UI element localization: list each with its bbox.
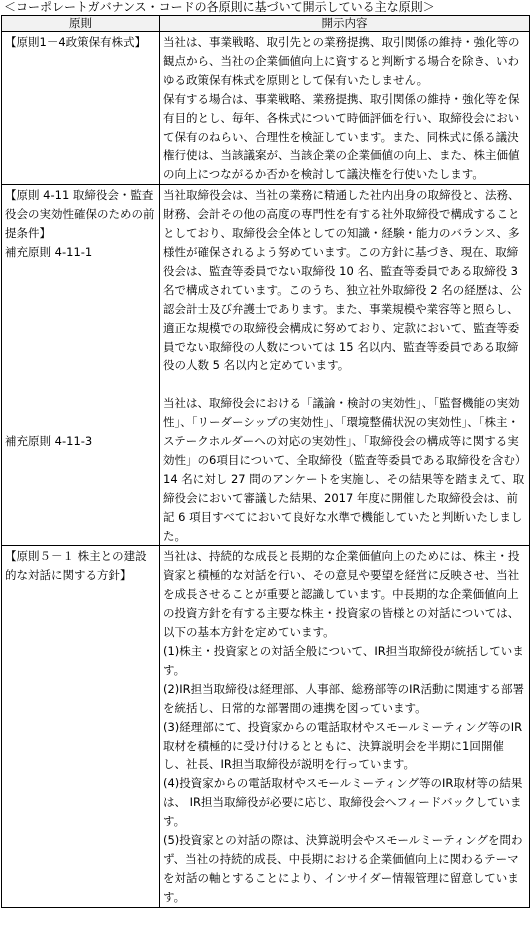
table-row — [2, 185, 530, 546]
policy-item: (5)投資家との対話の際は、決算説明会やスモールミーティングを問わず、当社の持続的成長、中長期における企業価値向上に関わるテーマを対話の軸とすることにより、インサイダー情報管理に留意しています。 — [163, 833, 523, 904]
disclosure-paragraph: 当社は、持続的な成長と長期的な企業価値向上のためには、株主・投資家と積極的な対話を行い、その意見や要望を経営に反映させ、当社を成長させることが重要と認識しています。中長期的な企業価値向上の投資方針を有する主要な株主・投資家の皆様との対話については、以下の基本方針を定めています。 — [163, 549, 520, 640]
disclosure-cell — [160, 546, 530, 907]
header-disclosure: 開示内容 — [160, 16, 530, 32]
policy-item: (2)IR担当取締役は経理部、人事部、総務部等のIR活動に関連する部署を統括し、日常的な部署間の連携を図っています。 — [163, 681, 525, 715]
disclosure-paragraph: 当社取締役会は、当社の業務に精通した社内出身の取締役と、法務、財務、会計その他の高度の専門性を有する社外取締役で構成することとしており、取締役会全体としての知識・経験・能力のバランス、多様性が確保されるよう努めています。この方針に基づき、現在、取締役会は、監査等委員でない取締役 10 名、監査等委員である取締役 3 名で構成されています。このうち、独立社外取締役 2 名の経歴は、公認会計士及び弁護士であります。また、事業規模や業容等と照らし、適正な規模での取締役会構成に努めており、定款において、監査等委員でない取締役の人数については 15 名以内、監査等委員である取締役の人数 5 名以内と定めています。 — [163, 188, 522, 373]
header-principle: 原則 — [2, 16, 160, 32]
table-row — [2, 32, 530, 185]
policy-item: (4)投資家からの電話取材やスモールミーティング等のIR取材等の結果は、 IR担当取締役が必要に応じ、取締役会へフィードバックしています。 — [163, 776, 523, 829]
principle-cell — [2, 32, 160, 185]
disclosure-paragraph: 保有する場合は、事業戦略、業務提携、取引関係の維持・強化等を保有目的とし、毎年、各株式について時価評価を行い、取締役会において保有のねらい、合理性を検証しています。また、同株式に係る議決権行使は、当該議案が、当該企業の企業価値の向上、また、株主価値の向上につながるか否かを検討して議決権を行使いたします。 — [163, 91, 520, 182]
principles-table — [1, 15, 530, 908]
cell-spacer — [5, 262, 156, 432]
principle-title: 【原則 4-11 取締役会・監査役会の実効性確保のための前提条件】 — [5, 188, 155, 241]
disclosure-paragraph: 当社は、事業戦略、取引先との業務提携、取引関係の維持・強化等の観点から、当社の企業価値向上に資すると判断する場合を除き、いわゆる政策保有株式を原則として保有いたしません。 — [163, 35, 520, 87]
supplementary-principle: 補充原則 4-11-1 — [5, 244, 93, 259]
disclosure-cell — [160, 32, 530, 185]
disclosure-cell — [160, 185, 530, 546]
table-row — [2, 546, 530, 907]
principle-title: 【原則1－4政策保有株式】 — [5, 35, 147, 49]
principle-cell — [2, 546, 160, 907]
policy-item: (1)株主・投資家との対話全般について、IR担当取締役が統括しています。 — [163, 643, 524, 677]
principle-cell — [2, 185, 160, 546]
supplementary-principle: 補充原則 4-11-3 — [5, 433, 93, 448]
table-header-row — [2, 16, 530, 32]
disclosure-paragraph: 当社は、取締役会における「議論・検討の実効性」、「監督機能の実効性」、「リーダーシップの実効性」、「環境整備状況の実効性」、「株主・ステークホルダーへの対応の実効性」、「取締役会の構成等に関する実効性」の6項目について、全取締役（監査等委員である取締役を含む）14 名に対し 27 問のアンケートを実施し、その結果等を踏まえて、取締役会において審議した結果、2017 年度に開催した取締役会は、前記 6 項目すべてにおいて良好な水準で機能していたと判断いたしました。 — [163, 396, 525, 543]
paragraph-gap — [163, 375, 526, 394]
policy-item: (3)経理部にて、投資家からの電話取材やスモールミーティング等のIR取材を積極的に受け付けるとともに、決算説明会を半期に1回開催し、社長、IR担当取締役が説明を行っています。 — [163, 719, 523, 772]
principle-title: 【原則５－１ 株主との建設的な対話に関する方針】 — [5, 549, 147, 583]
table-caption: ＜コーポレートガバナンス・コードの各原則に基づいて開示している主な原則＞ — [4, 0, 435, 14]
